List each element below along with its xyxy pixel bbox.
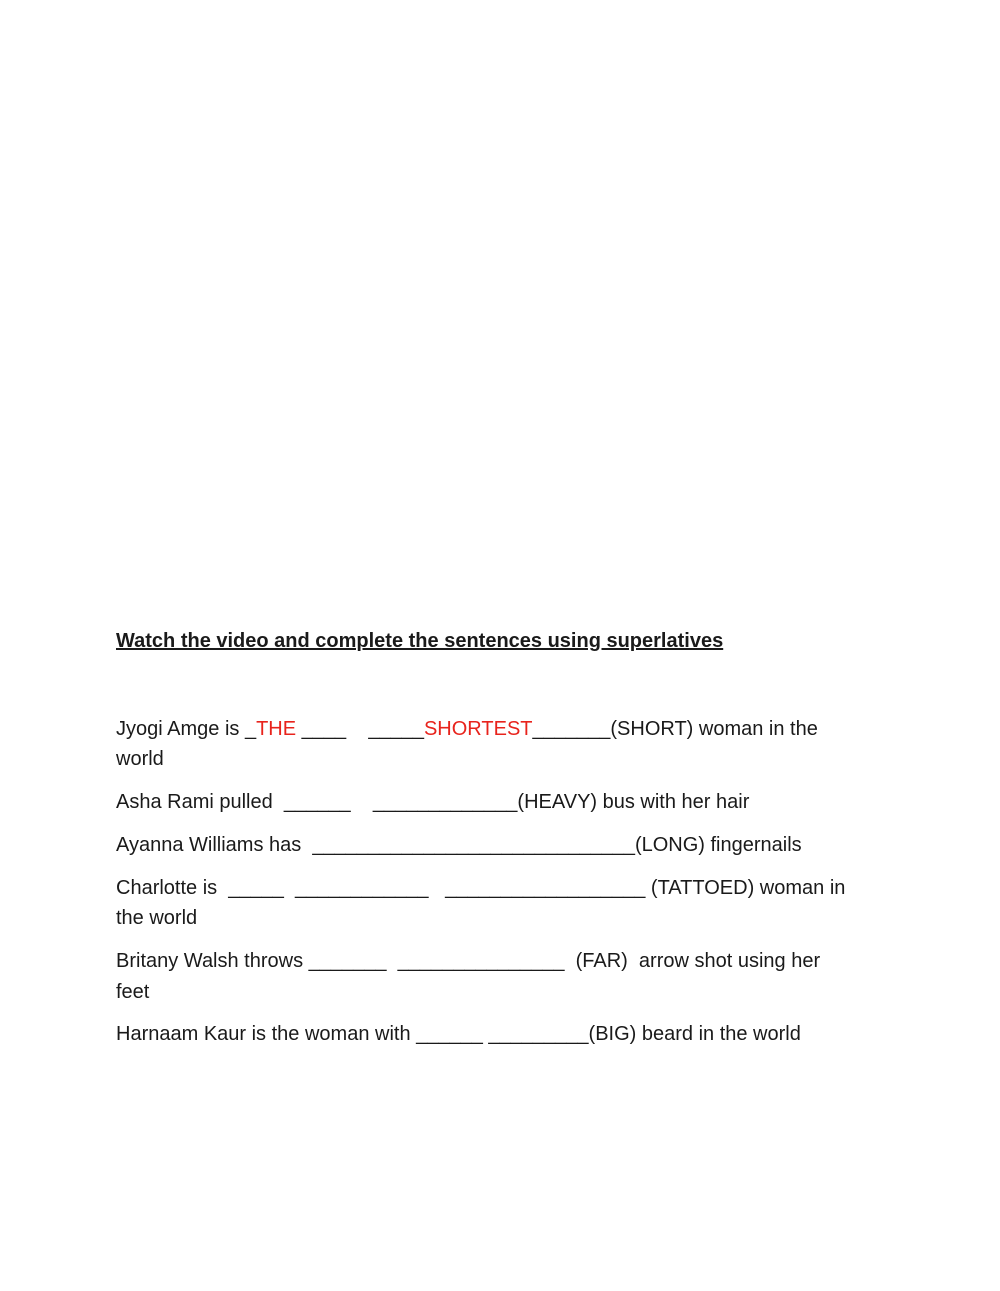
sentence-1-text-c: _______(SHORT) woman in the [532,718,818,740]
sentence-1-answer-the: THE [256,718,297,740]
sentence-4-line-1: Charlotte is _____ ____________ __________________ (TATTOED) woman in [116,877,846,899]
sentence-2: Asha Rami pulled ______ _____________(HEAVY) bus with her hair [116,791,750,813]
instruction-heading: Watch the video and complete the sentences using superlatives [116,630,724,652]
sentence-4-line-2: the world [116,907,198,929]
sentence-3: Ayanna Williams has _____________________________(LONG) fingernails [116,834,802,856]
sentence-6: Harnaam Kaur is the woman with ______ _________(BIG) beard in the world [116,1023,801,1045]
sentence-1-text-b: ____ _____ [296,718,424,740]
sentence-5-line-2: feet [116,981,150,1003]
sentence-1-text-a: Jyogi Amge is _ [116,718,257,740]
sentence-1-line-1 [116,714,818,745]
sentence-1-line-2: world [116,748,164,770]
sentence-1-answer-shortest: SHORTEST [423,718,533,740]
sentence-5-line-1: Britany Walsh throws _______ _______________ (FAR) arrow shot using her [116,950,821,972]
